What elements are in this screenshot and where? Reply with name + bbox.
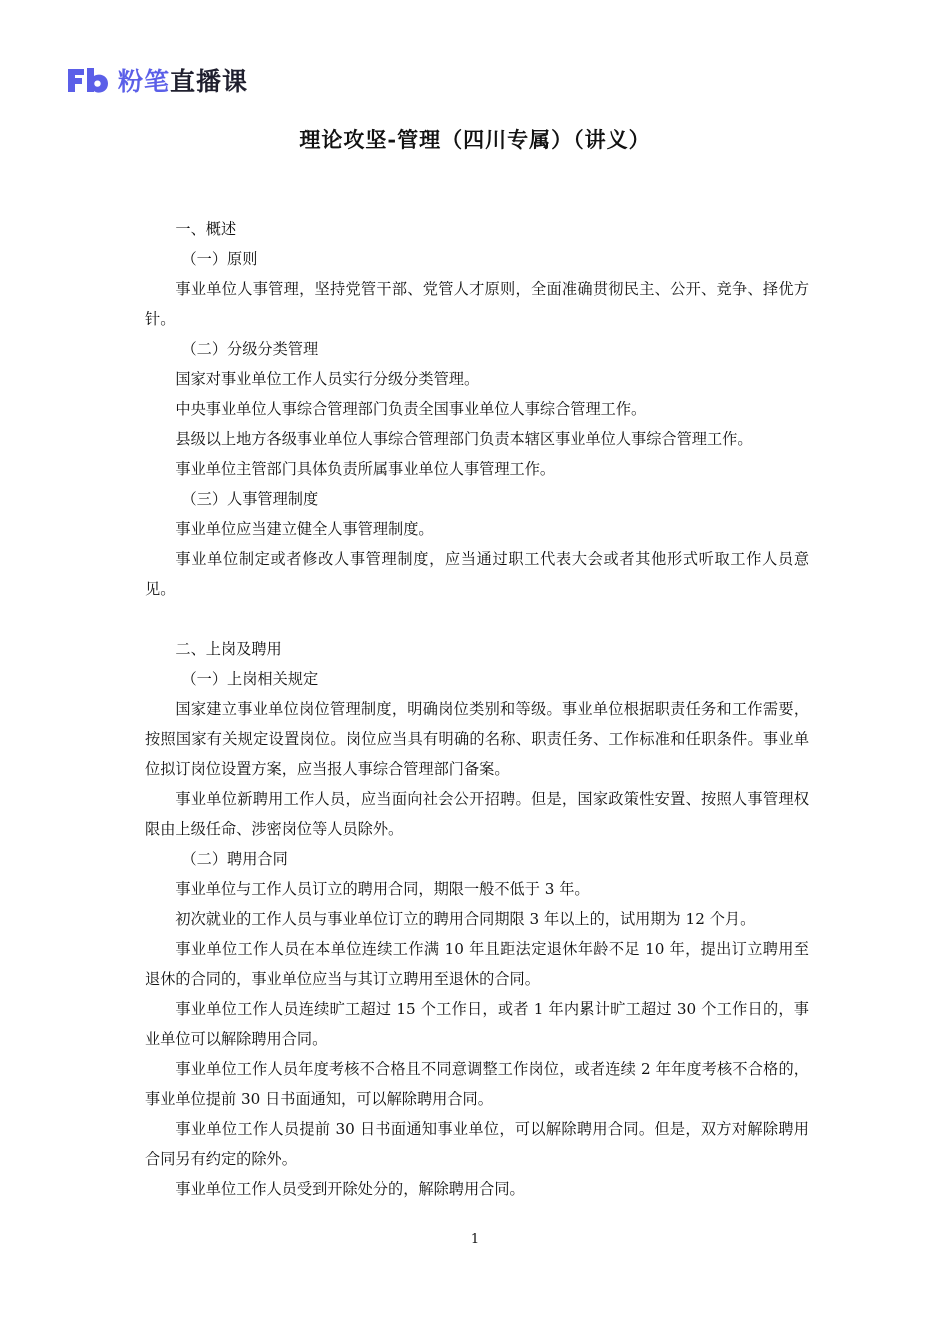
paragraph: 事业单位工作人员受到开除处分的，解除聘用合同。 [175, 1180, 525, 1198]
paragraph: 事业单位制定或者修改人事管理制度，应当通过职工代表大会或者其他形式听取工作人员意见。 [145, 550, 809, 598]
paragraph: 事业单位工作人员在本单位连续工作满 10 年且距法定退休年龄不足 10 年，提出订立聘用至退休的合同的，事业单位应当与其订立聘用至退休的合同。 [145, 940, 809, 988]
paragraph: 事业单位与工作人员订立的聘用合同，期限一般不低于 3 年。 [175, 880, 590, 898]
paragraph: 国家建立事业单位岗位管理制度，明确岗位类别和等级。事业单位根据职责任务和工作需要，按照国家有关规定设置岗位。岗位应当具有明确的名称、职责任务、工作标准和任职条件。事业单位拟订岗位设置方案，应当报人事综合管理部门备案。 [145, 700, 809, 778]
logo-brand-text: 粉笔 [118, 67, 171, 96]
paragraph: 中央事业单位人事综合管理部门负责全国事业单位人事综合管理工作。 [175, 400, 647, 418]
paragraph: 事业单位应当建立健全人事管理制度。 [175, 520, 434, 538]
subheading-hr-system: （三）人事管理制度 [181, 490, 319, 508]
subheading-contract: （二）聘用合同 [181, 850, 288, 868]
paragraph: 事业单位工作人员连续旷工超过 15 个工作日，或者 1 年内累计旷工超过 30 个工作日的，事业单位可以解除聘用合同。 [145, 1000, 809, 1048]
paragraph: 事业单位人事管理，坚持党管干部、党管人才原则，全面准确贯彻民主、公开、竞争、择优方针。 [145, 280, 809, 328]
paragraph: 国家对事业单位工作人员实行分级分类管理。 [175, 370, 480, 388]
fb-logo-icon [66, 65, 110, 95]
section-heading-overview: 一、概述 [175, 220, 237, 238]
page-number: 1 [470, 1232, 480, 1247]
subheading-classification: （二）分级分类管理 [181, 340, 319, 358]
section-spacer [145, 604, 809, 634]
paragraph: 事业单位新聘用工作人员，应当面向社会公开招聘。但是，国家政策性安置、按照人事管理权限由上级任命、涉密岗位等人员除外。 [145, 790, 809, 838]
subheading-principle: （一）原则 [181, 250, 258, 268]
paragraph: 事业单位工作人员年度考核不合格且不同意调整工作岗位，或者连续 2 年年度考核不合格的，事业单位提前 30 日书面通知，可以解除聘用合同。 [145, 1060, 809, 1108]
brand-logo [66, 62, 248, 98]
paragraph: 县级以上地方各级事业单位人事综合管理部门负责本辖区事业单位人事综合管理工作。 [175, 430, 753, 448]
logo-wordmark [118, 62, 248, 98]
logo-suffix-text: 直播课 [170, 67, 249, 96]
paragraph: 事业单位工作人员提前 30 日书面通知事业单位，可以解除聘用合同。但是，双方对解除聘用合同另有约定的除外。 [145, 1120, 809, 1168]
document-title: 理论攻坚-管理（四川专属）（讲义） [299, 127, 651, 152]
section-heading-employment: 二、上岗及聘用 [175, 640, 282, 658]
subheading-post-rules: （一）上岗相关规定 [181, 670, 319, 688]
paragraph: 初次就业的工作人员与事业单位订立的聘用合同期限 3 年以上的，试用期为 12 个月。 [175, 910, 756, 928]
paragraph: 事业单位主管部门具体负责所属事业单位人事管理工作。 [175, 460, 556, 478]
document-body [145, 214, 809, 1204]
